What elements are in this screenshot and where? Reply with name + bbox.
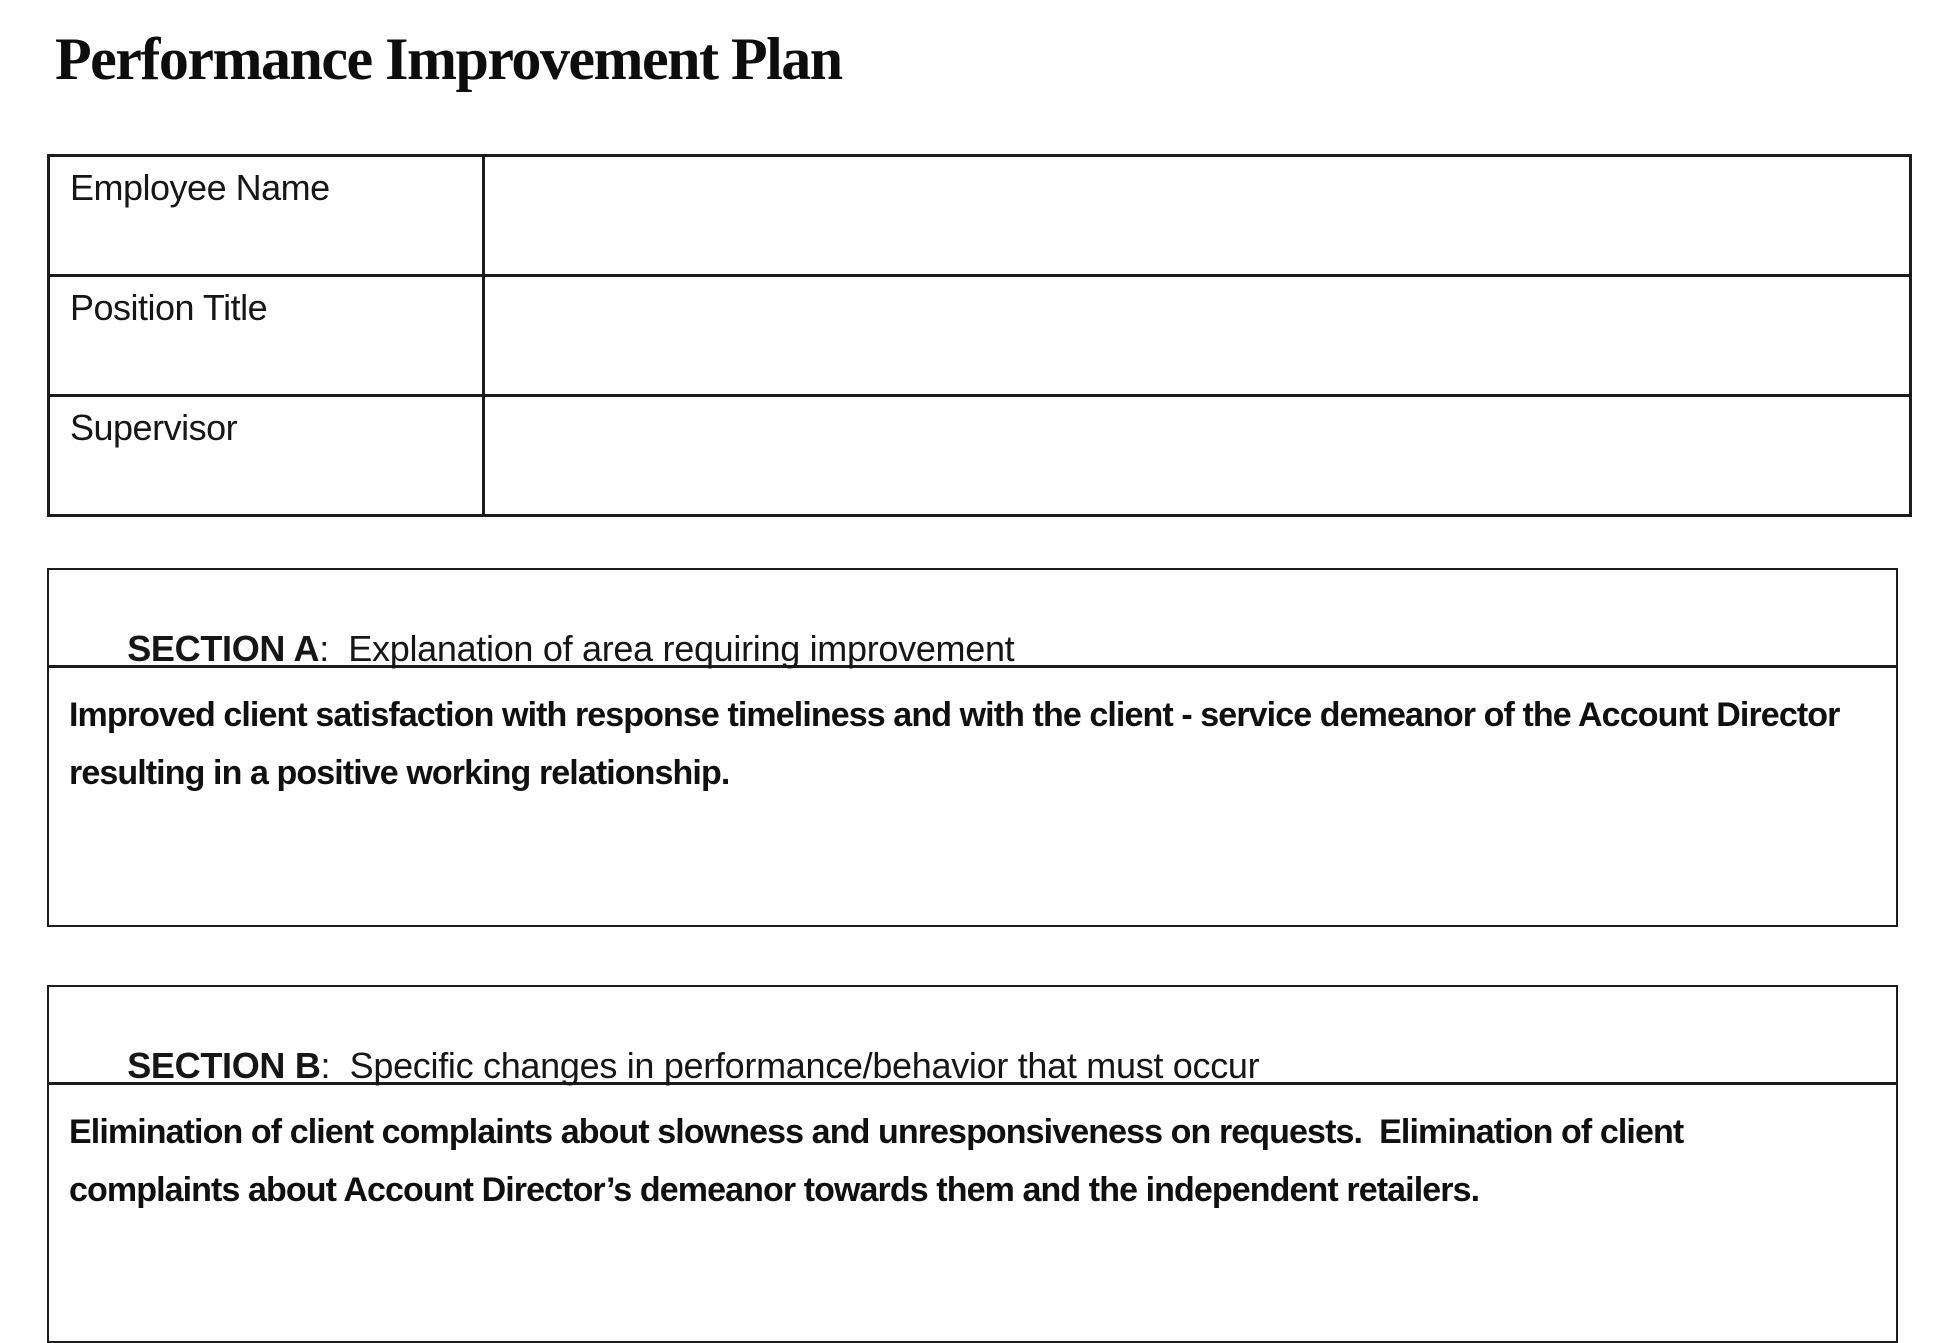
section-b-heading-text: : Specific changes in performance/behavior that must occur xyxy=(320,1045,1260,1086)
position-title-value-cell xyxy=(484,276,1911,396)
table-row xyxy=(49,276,1911,396)
section-b-header xyxy=(49,987,1896,1085)
table-row xyxy=(49,396,1911,516)
supervisor-value-cell xyxy=(484,396,1911,516)
page-title: Performance Improvement Plan xyxy=(55,26,842,92)
employee-name-value-cell xyxy=(484,156,1911,276)
document-page xyxy=(0,26,1943,1337)
employee-name-label: Employee Name xyxy=(49,156,484,276)
section-a xyxy=(47,568,1898,927)
section-a-heading-label: SECTION A xyxy=(127,628,320,669)
section-b-heading-label: SECTION B xyxy=(127,1045,321,1086)
section-a-heading-text: : Explanation of area requiring improvement xyxy=(319,628,1015,669)
employee-info-table xyxy=(47,154,1912,517)
section-b-body-text: Elimination of client complaints about slowness and unresponsiveness on requests. Elimination of client complaints about Account Director’s demeanor towards them and the independent retailers. xyxy=(69,1113,1692,1209)
table-row xyxy=(49,156,1911,276)
supervisor-label: Supervisor xyxy=(49,396,484,516)
position-title-label: Position Title xyxy=(49,276,484,396)
section-a-header xyxy=(49,570,1896,668)
section-a-body-text: Improved client satisfaction with response timeliness and with the client - service demeanor of the Account Director resulting in a positive working relationship. xyxy=(69,696,1848,792)
section-b xyxy=(47,985,1898,1343)
